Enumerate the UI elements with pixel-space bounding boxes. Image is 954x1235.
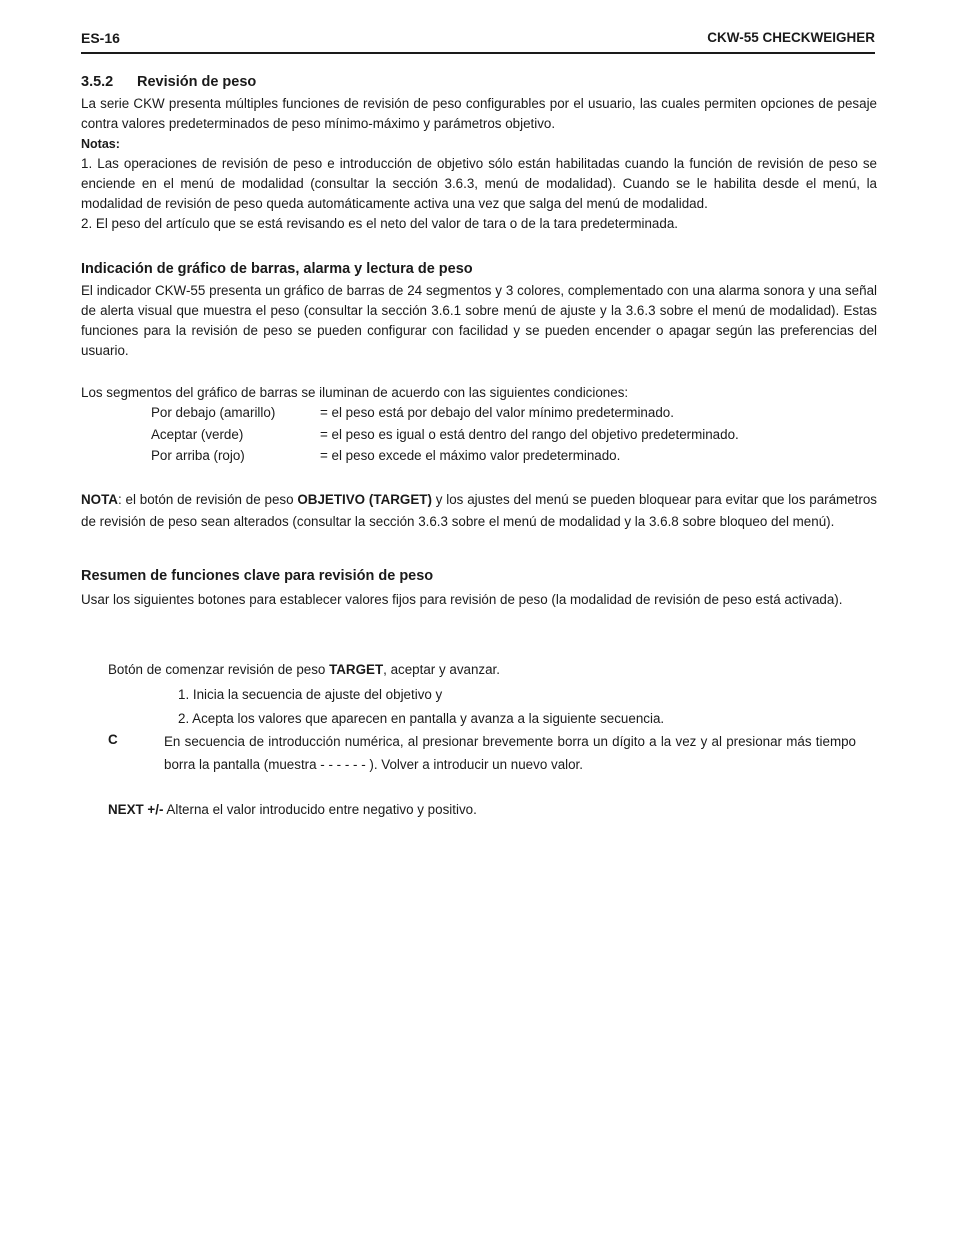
condition-row xyxy=(81,425,877,447)
bargraph-block xyxy=(81,259,877,361)
note-label: NOTA xyxy=(81,492,118,507)
condition-desc: = el peso está por debajo del valor mínimo predeterminado. xyxy=(320,405,674,420)
page-number: ES-16 xyxy=(81,30,120,46)
target-key-name: OBJETIVO (TARGET) xyxy=(297,492,432,507)
product-name: CKW-55 CHECKWEIGHER xyxy=(707,30,875,45)
section-title: Revisión de peso xyxy=(137,74,257,90)
notes-label: Notas: xyxy=(81,137,120,151)
target-step: 1. Inicia la secuencia de ajuste del objetivo y xyxy=(178,687,443,702)
target-steps xyxy=(178,683,878,731)
next-key-label: NEXT +/- xyxy=(108,802,164,817)
condition-label: Por arriba (rojo) xyxy=(151,448,245,463)
note-1: 1. Las operaciones de revisión de peso e introducción de objetivo sólo están habilitadas cuando la función de revisión de peso se enciende en el menú de modalidad (consultar la sección 3.6.3, menú de modalidad). Cuando se le habilita desde el menú, la modalidad de revisión de peso queda automáticamente activa una vez que salga del menú de modalidad. xyxy=(81,156,877,211)
target-key-label: TARGET xyxy=(329,662,384,677)
page-header xyxy=(81,28,875,54)
keys-intro: Usar los siguientes botones para establecer valores fijos para revisión de peso (la modalidad de revisión de peso está activada). xyxy=(81,592,843,607)
lock-note: NOTA: el botón de revisión de peso OBJETIVO (TARGET) y los ajustes del menú se pueden bloquear para evitar que los parámetros de revisión de peso sean alterados (consultar la sección 3.6.3 sobre el menú de modalidad y la 3.6.8 sobre bloqueo del menú). xyxy=(81,492,877,529)
next-key-block xyxy=(108,800,868,820)
section-heading xyxy=(81,72,256,92)
condition-label: Aceptar (verde) xyxy=(151,426,244,442)
condition-desc: = el peso es igual o está dentro del rango del objetivo predeterminado. xyxy=(320,426,739,442)
bargraph-title: Indicación de gráfico de barras, alarma y lectura de peso xyxy=(81,261,473,277)
keys-title: Resumen de funciones clave para revisión de peso xyxy=(81,568,434,584)
bargraph-paragraph: El indicador CKW-55 presenta un gráfico de barras de 24 segmentos y 3 colores, complementado con una alarma sonora y una señal de alerta visual que muestra el peso (consultar la sección 3.6.1 sobre menú de ajuste y la 3.6.3 sobre el menú de modalidad). Estas funciones para la revisión de peso se pueden configurar con facilidad y se pueden encender o apagar según las preferencias del usuario. xyxy=(81,283,877,358)
keys-block xyxy=(81,566,877,611)
lock-note-block xyxy=(81,489,877,533)
condition-row xyxy=(81,446,877,468)
condition-row xyxy=(81,403,877,425)
condition-label: Por debajo (amarillo) xyxy=(151,405,276,420)
target-key-desc: Botón de comenzar revisión de peso TARGET, aceptar y avanzar. xyxy=(108,662,501,677)
conditions-intro: Los segmentos del gráfico de barras se iluminan de acuerdo con las siguientes condiciones: xyxy=(81,385,629,400)
target-key-block xyxy=(108,660,877,680)
section-intro-block xyxy=(81,94,877,234)
section-number: 3.5.2 xyxy=(81,74,114,90)
c-key-desc-block xyxy=(164,730,856,776)
next-key-desc: NEXT +/- Alterna el valor introducido entre negativo y positivo. xyxy=(108,802,477,817)
c-key-label: C xyxy=(108,732,118,747)
section-intro: La serie CKW presenta múltiples funciones de revisión de peso configurables por el usuario, las cuales permiten opciones de pesaje contra valores predeterminados de peso mínimo-máximo y parámetros objetivo. xyxy=(81,96,877,131)
note-2: 2. El peso del artículo que se está revisando es el neto del valor de tara o de la tara predeterminada. xyxy=(81,216,678,231)
target-step: 2. Acepta los valores que aparecen en pantalla y avanza a la siguiente secuencia. xyxy=(178,711,665,726)
conditions-block xyxy=(81,383,877,468)
c-key-desc: En secuencia de introducción numérica, al presionar brevemente borra un dígito a la vez y al presionar más tiempo borra la pantalla (muestra - - - - - - ). Volver a introducir un nuevo valor. xyxy=(164,734,856,772)
condition-desc: = el peso excede el máximo valor predeterminado. xyxy=(320,448,621,463)
